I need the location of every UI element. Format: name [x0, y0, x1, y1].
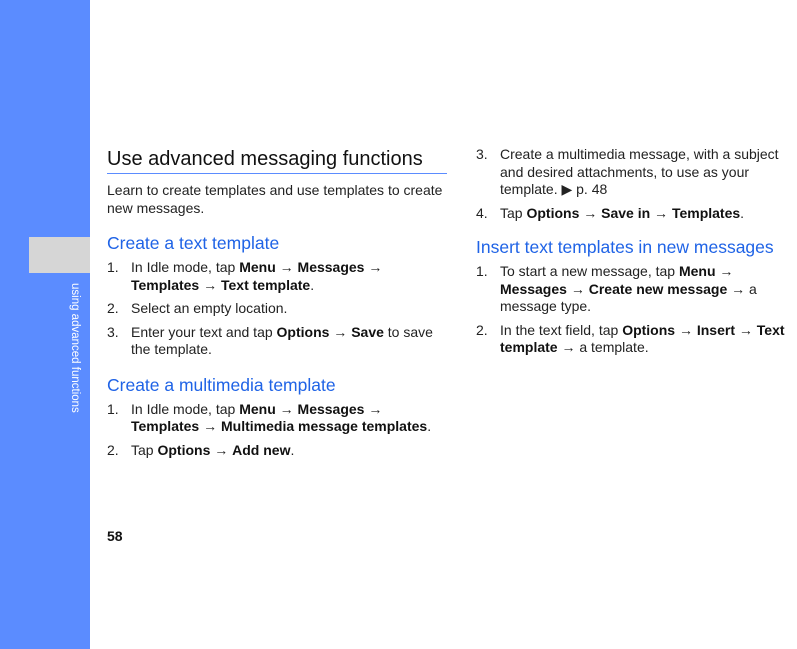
list-item [107, 259, 449, 294]
list-item [476, 146, 797, 199]
step-text: Tap [131, 441, 158, 458]
list-item [476, 322, 797, 357]
step-number: 3. [476, 146, 488, 162]
menu-path-label: Menu [239, 259, 276, 275]
menu-path-label: Messages [500, 280, 567, 297]
section-heading: Insert text templates in new messages [476, 237, 774, 257]
step-text: → [199, 418, 221, 434]
menu-path-label: Templates [131, 418, 200, 434]
step-text: → [734, 321, 757, 338]
step-text: → [650, 204, 672, 221]
intro-text: Learn to create templates and use templates to create new messages. [107, 182, 443, 216]
section-insert-templates [476, 237, 797, 357]
step-text: → [275, 400, 298, 417]
step-text: Enter your text and tap [131, 323, 277, 340]
step-text: → [199, 276, 221, 293]
step-text: To start a new message, tap [500, 263, 679, 279]
menu-path-label: Options [622, 321, 676, 338]
step-text: In the text field, tap [500, 321, 623, 338]
step-text: Create a multimedia message, with a subject and desired attachments, to use as your template. ▶ p. 48 [500, 146, 779, 197]
step-number: 3. [107, 323, 119, 340]
menu-path-label: Multimedia message templates [221, 418, 428, 434]
step-text: In Idle mode, tap [131, 400, 240, 417]
step-number: 4. [476, 204, 488, 221]
step-text: → [566, 280, 589, 297]
list-item [476, 205, 797, 223]
step-text: → a message type. [500, 280, 757, 314]
step-text: → a template. [557, 339, 649, 355]
menu-path-label: Messages [297, 259, 365, 275]
step-text: → [364, 259, 383, 275]
step-number: 1. [476, 263, 488, 279]
step-text: → [275, 259, 298, 275]
sidebar-label: using advanced functions [69, 283, 81, 413]
menu-path-label: Save [351, 323, 384, 340]
step-list [107, 259, 449, 359]
menu-path-label: Create new message [588, 280, 728, 297]
step-text: Select an empty location. [131, 300, 288, 316]
list-item [107, 324, 449, 359]
step-number: 2. [107, 300, 119, 316]
menu-path-label: Templates [671, 204, 741, 221]
section-heading: Create a multimedia template [107, 374, 336, 395]
step-list [107, 401, 449, 460]
step-text: → [715, 263, 734, 279]
step-number: 1. [107, 259, 119, 275]
step-number: 2. [476, 321, 488, 338]
step-text: to save the template. [131, 323, 433, 357]
list-item [107, 401, 449, 436]
sidebar-tab [29, 237, 90, 273]
step-text: In Idle mode, tap [131, 259, 240, 275]
step-text: → [675, 321, 697, 338]
step-text: → [210, 441, 233, 458]
menu-path-label: Add new [232, 441, 291, 458]
list-item [476, 263, 797, 316]
step-list [476, 263, 797, 357]
menu-path-label: Options [276, 323, 330, 340]
step-number: 2. [107, 441, 119, 458]
menu-path-label: Options [526, 204, 580, 221]
menu-path-label: Templates [131, 276, 200, 293]
menu-path-label: Options [157, 441, 211, 458]
sidebar [0, 0, 90, 649]
list-item [107, 300, 449, 318]
menu-path-label: Menu [678, 263, 716, 279]
step-text: → [579, 204, 602, 221]
step-number: 1. [107, 400, 119, 417]
menu-path-label: Text template [221, 276, 311, 293]
section-heading: Create a text template [107, 233, 280, 253]
section-text-template [107, 233, 449, 359]
menu-path-label: Messages [297, 400, 365, 417]
menu-path-label: Insert [696, 321, 735, 338]
menu-path-label: Save in [601, 204, 651, 221]
step-text: . [290, 441, 295, 458]
step-text: . [310, 276, 315, 293]
right-column [476, 146, 797, 363]
step-text: . [427, 418, 432, 434]
page-title: Use advanced messaging functions [107, 146, 447, 174]
left-column [107, 146, 449, 465]
step-text: → [364, 400, 383, 417]
menu-path-label: Text template [500, 321, 785, 355]
step-text: . [740, 204, 745, 221]
page-number: 58 [107, 528, 123, 544]
list-item [107, 442, 449, 460]
step-list [476, 146, 797, 222]
step-text: Tap [500, 204, 527, 221]
menu-path-label: Menu [239, 400, 276, 417]
section-multimedia-template [107, 375, 449, 460]
step-text: → [329, 323, 352, 340]
